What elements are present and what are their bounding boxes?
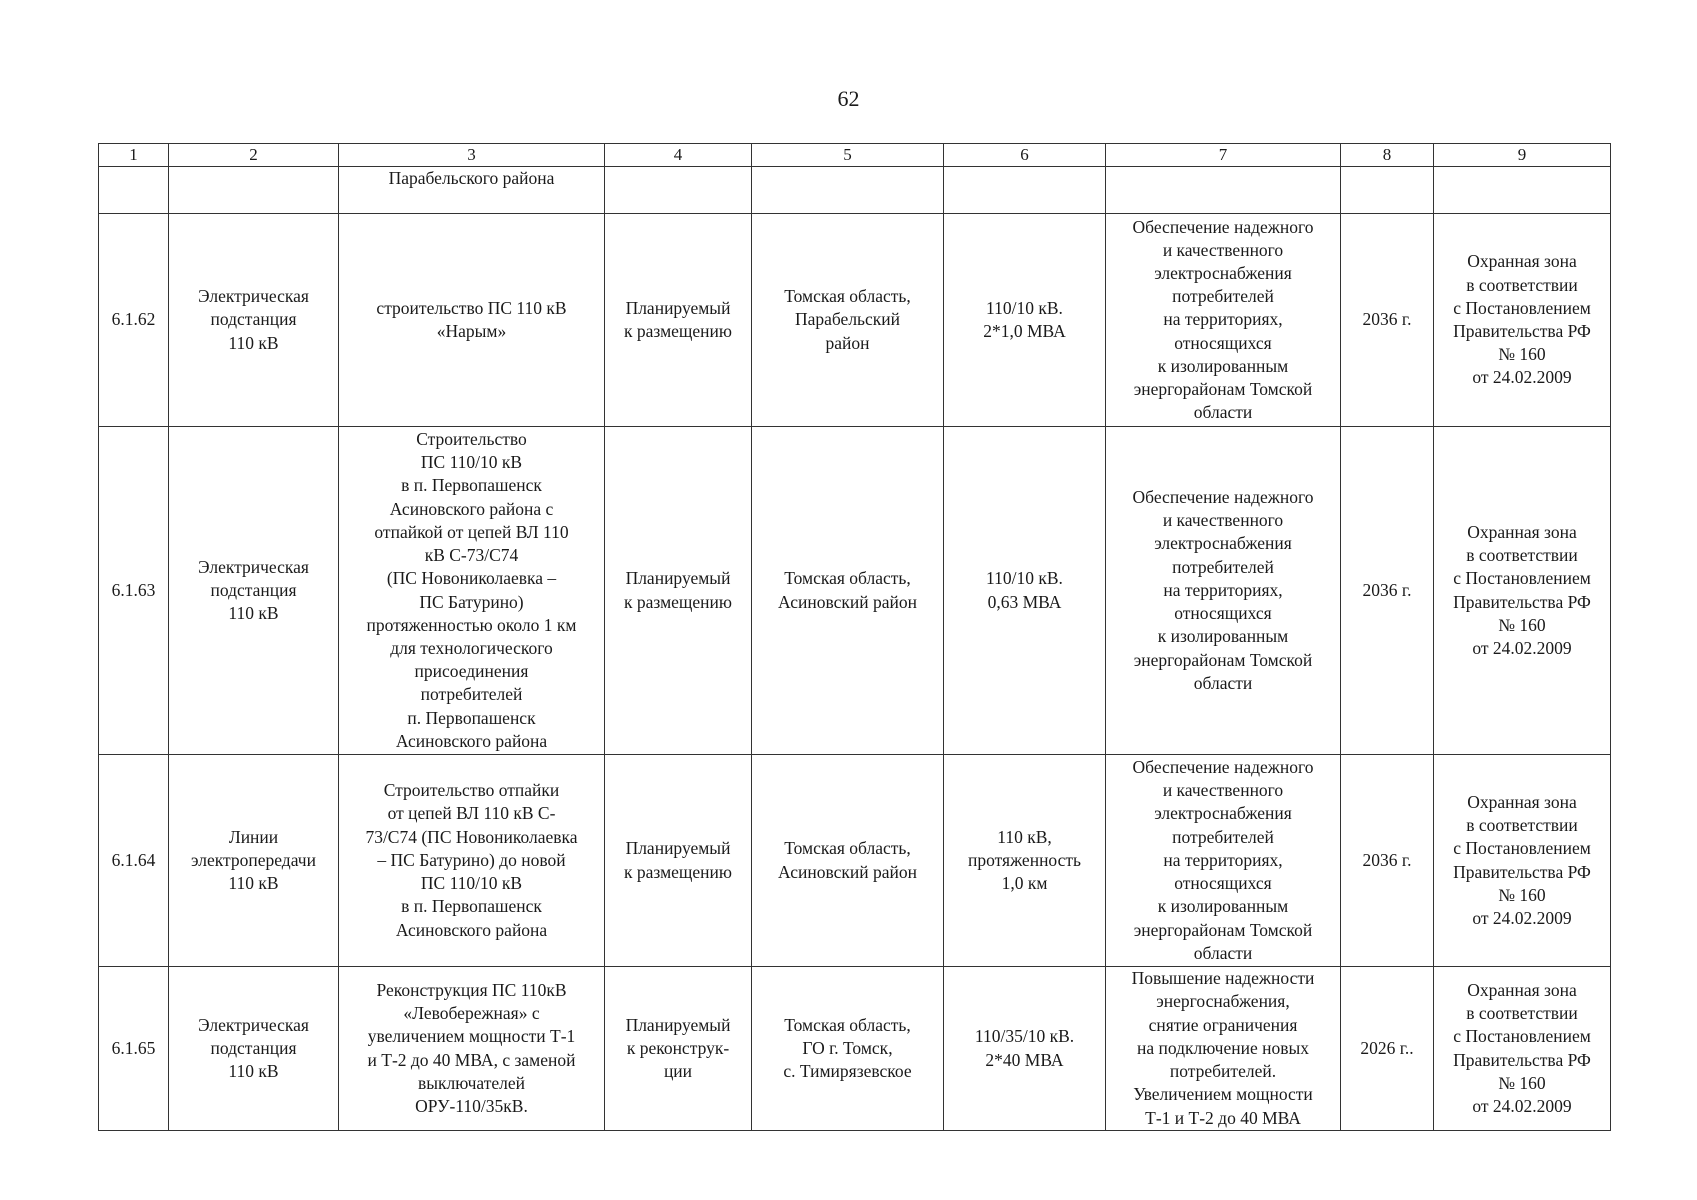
cell-object-name (339, 214, 605, 427)
line: от цепей ВЛ 110 кВ С- (387, 803, 556, 824)
line: Правительства РФ (1453, 321, 1591, 341)
line: протяженность (967, 849, 1082, 870)
line: на территориях, (1163, 579, 1283, 600)
line: Линии (228, 826, 279, 847)
line: Электрическая (198, 556, 309, 577)
line: выключателей (417, 1072, 526, 1093)
page-number: 62 (837, 86, 860, 111)
line: «Левобережная» с (403, 1003, 540, 1024)
line: Электрическая (198, 286, 309, 307)
column-number: 7 (1106, 144, 1341, 167)
line: потребителей (420, 684, 523, 705)
line: от 24.02.2009 (1472, 367, 1572, 388)
line: энергоснабжения, (1156, 991, 1290, 1012)
line: Увеличением мощности (1133, 1084, 1313, 1105)
line: Обеспечение надежного (1132, 757, 1314, 778)
line: ОРУ-110/35кВ. (415, 1095, 528, 1116)
line: относящихся (1174, 873, 1272, 894)
cell-empty (1434, 167, 1611, 214)
line: Строительство (416, 429, 527, 450)
cell-empty (605, 167, 752, 214)
cell-purpose (1106, 427, 1341, 755)
line: 110 кВ (228, 873, 279, 894)
line: к реконструк- (626, 1037, 730, 1058)
line: Планируемый (625, 1014, 731, 1035)
cell-parameters (944, 755, 1106, 967)
cell-object-name (339, 967, 605, 1131)
cell-empty (1341, 167, 1434, 214)
cell-status (605, 755, 752, 967)
line: электроснабжения (1154, 803, 1292, 824)
line: в соответствии (1466, 274, 1578, 295)
line: Парабельского района (388, 168, 555, 188)
line: относящихся (1174, 332, 1272, 353)
cell-empty (944, 167, 1106, 214)
line: Обеспечение надежного (1132, 487, 1314, 508)
line: и Т-2 до 40 МВА, с заменой (367, 1049, 576, 1070)
line: с. Тимирязевское (783, 1061, 912, 1082)
line: Повышение надежности (1131, 968, 1315, 989)
line: энергорайонам Томской (1133, 649, 1313, 670)
line: к изолированным (1157, 355, 1289, 376)
line: 110 кВ (228, 1061, 279, 1082)
line: присоединения (414, 661, 529, 682)
line: электроснабжения (1154, 533, 1292, 554)
line: 110/10 кВ. (986, 568, 1063, 589)
cell-name-continuation (339, 167, 605, 214)
line: в соответствии (1466, 1003, 1578, 1024)
line: потребителей (1172, 286, 1274, 307)
line: 2*40 МВА (985, 1049, 1064, 1070)
line: на подключение новых (1137, 1037, 1309, 1058)
cell-parameters (944, 427, 1106, 755)
line: № 160 (1498, 884, 1546, 905)
line: ГО г. Томск, (802, 1037, 893, 1058)
cell-year: 2026 г.. (1341, 967, 1434, 1131)
line: Парабельский (794, 309, 901, 330)
line: области (1193, 672, 1253, 693)
line: к размещению (624, 861, 732, 882)
line: и качественного (1162, 239, 1284, 260)
line: п. Первопашенск (407, 707, 536, 728)
line: ПС Батурино) (419, 591, 524, 612)
line: (ПС Новониколаевка – (386, 568, 557, 589)
line: к размещению (624, 591, 732, 612)
line: Обеспечение надежного (1132, 216, 1314, 237)
cell-year: 2036 г. (1341, 427, 1434, 755)
line: с Постановлением (1453, 568, 1591, 589)
line: Правительства РФ (1453, 591, 1591, 612)
cell-purpose (1106, 967, 1341, 1131)
line: для технологического (390, 637, 553, 658)
line: № 160 (1498, 614, 1546, 635)
line: подстанция (210, 1037, 297, 1058)
cell-object-type (169, 427, 339, 755)
table-row (99, 755, 1611, 967)
line: 73/С74 (ПС Новониколаевка (365, 826, 578, 847)
cell-object-name (339, 427, 605, 755)
planning-table (98, 143, 1611, 1131)
line: энергорайонам Томской (1133, 919, 1313, 940)
line: 110 кВ, (997, 826, 1052, 847)
cell-item-number: 6.1.65 (99, 967, 169, 1131)
column-number: 4 (605, 144, 752, 167)
line: Охранная зона (1467, 521, 1577, 542)
line: Томская область, (784, 286, 911, 307)
line: подстанция (210, 309, 297, 330)
column-number: 6 (944, 144, 1106, 167)
line: Планируемый (625, 297, 731, 318)
cell-item-number: 6.1.63 (99, 427, 169, 755)
line: потребителей. (1169, 1061, 1277, 1082)
cell-status (605, 967, 752, 1131)
line: и качественного (1162, 510, 1284, 531)
cell-purpose (1106, 755, 1341, 967)
line: Правительства РФ (1453, 861, 1591, 882)
line: Правительства РФ (1453, 1049, 1591, 1070)
line: Асиновский район (778, 861, 917, 882)
cell-year: 2036 г. (1341, 214, 1434, 427)
line: Томская область, (784, 1014, 911, 1035)
line: от 24.02.2009 (1472, 637, 1572, 658)
line: 110/10 кВ. (986, 297, 1063, 318)
line: с Постановлением (1453, 297, 1591, 318)
line: «Нарым» (436, 321, 507, 341)
cell-empty (1106, 167, 1341, 214)
line: Охранная зона (1467, 251, 1577, 272)
line: относящихся (1174, 603, 1272, 624)
cell-object-type (169, 214, 339, 427)
line: потребителей (1172, 826, 1274, 847)
line: Охранная зона (1467, 979, 1577, 1000)
line: 110/35/10 кВ. (974, 1026, 1075, 1047)
line: Планируемый (625, 838, 731, 859)
cell-parameters (944, 214, 1106, 427)
line: ПС 110/10 кВ (420, 873, 523, 894)
column-number: 8 (1341, 144, 1434, 167)
line: № 160 (1498, 344, 1546, 365)
line: Асиновского района (395, 730, 548, 751)
column-number-row (99, 144, 1611, 167)
line: Т-1 и Т-2 до 40 МВА (1145, 1107, 1301, 1128)
line: в соответствии (1466, 545, 1578, 566)
line: 0,63 МВА (987, 591, 1062, 612)
cell-status (605, 214, 752, 427)
line: от 24.02.2009 (1472, 1095, 1572, 1116)
line: ПС 110/10 кВ (420, 452, 523, 473)
cell-parameters (944, 967, 1106, 1131)
line: Строительство отпайки (383, 780, 560, 801)
line: с Постановлением (1453, 838, 1591, 859)
cell-location (752, 214, 944, 427)
line: в п. Первопашенск (401, 475, 542, 496)
line: в соответствии (1466, 815, 1578, 836)
line: на территориях, (1163, 849, 1283, 870)
line: Планируемый (625, 568, 731, 589)
cell-year: 2036 г. (1341, 755, 1434, 967)
column-number: 1 (99, 144, 169, 167)
table-row (99, 967, 1611, 1131)
cell-empty (99, 167, 169, 214)
cell-object-type (169, 755, 339, 967)
line: электропередачи (191, 849, 316, 870)
line: от 24.02.2009 (1472, 907, 1572, 928)
line: кВ С-73/С74 (424, 545, 519, 566)
line: к изолированным (1157, 626, 1289, 647)
cell-item-number: 6.1.62 (99, 214, 169, 427)
cell-object-name (339, 755, 605, 967)
line: Асиновский район (778, 591, 917, 612)
line: области (1193, 942, 1253, 963)
cell-zone (1434, 427, 1611, 755)
column-number: 5 (752, 144, 944, 167)
cell-location (752, 967, 944, 1131)
line: подстанция (210, 579, 297, 600)
line: ции (663, 1061, 693, 1082)
column-number: 9 (1434, 144, 1611, 167)
line: потребителей (1172, 556, 1274, 577)
cell-status (605, 427, 752, 755)
table-row (99, 427, 1611, 755)
line: области (1193, 402, 1253, 423)
line: – ПС Батурино) до новой (377, 849, 566, 870)
cell-location (752, 755, 944, 967)
line: 2*1,0 МВА (983, 321, 1066, 341)
cell-empty (752, 167, 944, 214)
line: на территориях, (1163, 309, 1283, 330)
cell-empty (169, 167, 339, 214)
line: Томская область, (784, 568, 911, 589)
line: Охранная зона (1467, 791, 1577, 812)
line: отпайкой от цепей ВЛ 110 (374, 521, 569, 542)
line: электроснабжения (1154, 262, 1292, 283)
line: к изолированным (1157, 896, 1289, 917)
line: и качественного (1162, 780, 1284, 801)
line: Реконструкция ПС 110кВ (376, 979, 567, 1000)
line: снятие ограничения (1148, 1014, 1298, 1035)
continuation-row (99, 167, 1611, 214)
line: Томская область, (784, 838, 911, 859)
line: Электрическая (198, 1014, 309, 1035)
line: в п. Первопашенск (401, 896, 542, 917)
cell-purpose (1106, 214, 1341, 427)
line: с Постановлением (1453, 1026, 1591, 1047)
line: строительство ПС 110 кВ (376, 297, 567, 318)
line: протяженностью около 1 км (366, 614, 577, 635)
line: 110 кВ (228, 603, 279, 624)
line: район (825, 332, 870, 353)
line: Асиновского района (395, 919, 548, 940)
cell-zone (1434, 755, 1611, 967)
cell-item-number: 6.1.64 (99, 755, 169, 967)
table-row (99, 214, 1611, 427)
line: увеличением мощности Т-1 (367, 1026, 576, 1047)
cell-zone (1434, 214, 1611, 427)
line: № 160 (1498, 1072, 1546, 1093)
cell-object-type (169, 967, 339, 1131)
line: Асиновского района с (389, 498, 554, 519)
line: 1,0 км (1001, 873, 1048, 894)
column-number: 3 (339, 144, 605, 167)
line: 110 кВ (228, 332, 279, 353)
line: энергорайонам Томской (1133, 379, 1313, 399)
column-number: 2 (169, 144, 339, 167)
cell-location (752, 427, 944, 755)
line: к размещению (624, 321, 732, 341)
cell-zone (1434, 967, 1611, 1131)
